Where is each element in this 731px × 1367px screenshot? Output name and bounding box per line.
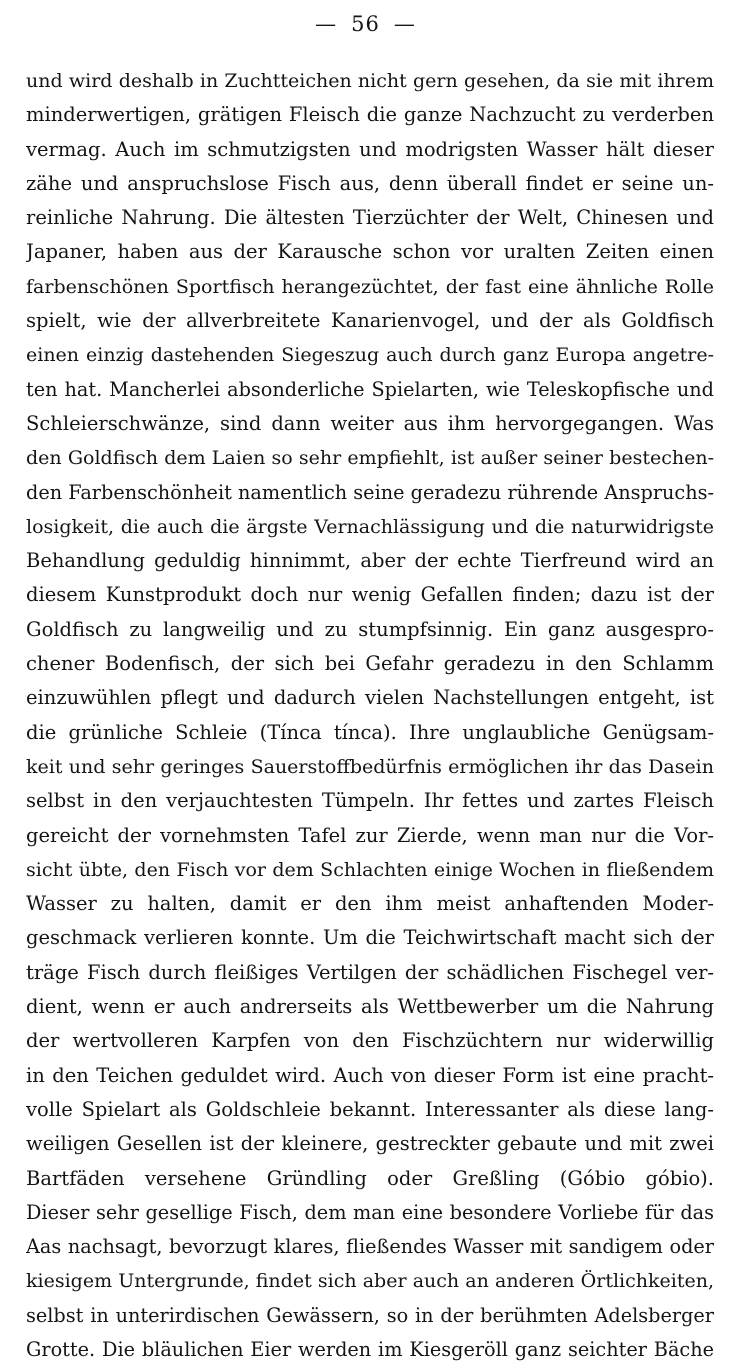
- text-line: Grotte. Die bläulichen Eier werden im Kiesgeröll ganz seichter Bäche: [26, 1337, 714, 1361]
- text-line: den Goldfisch dem Laien so sehr empfiehlt, ist außer seiner bestechen-: [26, 447, 714, 470]
- text-line: gereicht der vornehmsten Tafel zur Zierde, wenn man nur die Vor-: [26, 823, 714, 847]
- text-line: losigkeit, die auch die ärgste Vernachlässigung und die naturwidrigste: [26, 515, 714, 538]
- text-line: spielt, wie der allverbreitete Kanarienvogel, und der als Goldfisch: [26, 309, 714, 333]
- text-line: zähe und anspruchslose Fisch aus, denn überall findet er seine un-: [26, 171, 714, 195]
- text-line: Bartfäden versehene Gründling oder Greßling (Góbio góbio).: [26, 1166, 714, 1190]
- text-line: Goldfisch zu langweilig und zu stumpfsinnig. Ein ganz ausgespro-: [26, 617, 714, 641]
- text-line: der wertvolleren Karpfen von den Fischzüchtern nur widerwillig: [26, 1029, 714, 1053]
- text-line: einen einzig dastehenden Siegeszug auch durch ganz Europa angetre-: [26, 344, 714, 367]
- text-line: geschmack verlieren konnte. Um die Teichwirtschaft macht sich der: [26, 926, 714, 950]
- text-line: diesem Kunstprodukt doch nur wenig Gefallen finden; dazu ist der: [26, 583, 714, 607]
- text-line: vermag. Auch im schmutzigsten und modrigsten Wasser hält dieser: [26, 137, 714, 161]
- text-line: keit und sehr geringes Sauerstoffbedürfnis ermöglichen ihr das Dasein: [26, 755, 714, 778]
- text-line: volle Spielart als Goldschleie bekannt. Interessanter als diese lang-: [26, 1097, 714, 1121]
- text-line: chener Bodenfisch, der sich bei Gefahr geradezu in den Schlamm: [26, 652, 714, 676]
- text-line: ten hat. Mancherlei absonderliche Spielarten, wie Teleskopfische und: [26, 377, 714, 401]
- text-line: kiesigem Untergrunde, findet sich aber auch an anderen Örtlichkeiten,: [26, 1270, 714, 1293]
- page-number: [0, 12, 731, 36]
- text-line: und wird deshalb in Zuchtteichen nicht gern gesehen, da sie mit ihrem: [26, 70, 714, 92]
- text-line: Aas nachsagt, bevorzugt klares, fließendes Wasser mit sandigem oder: [26, 1235, 714, 1259]
- text-line: Dieser sehr gesellige Fisch, dem man eine besondere Vorliebe für das: [26, 1200, 714, 1224]
- text-line: selbst in den verjauchtesten Tümpeln. Ihr fettes und zartes Fleisch: [26, 789, 714, 813]
- text-line: selbst in unterirdischen Gewässern, so in der berühmten Adelsberger: [26, 1303, 714, 1327]
- text-line: dient, wenn er auch andrerseits als Wettbewerber um die Nahrung: [26, 995, 714, 1019]
- page-number-dash-right: —: [393, 12, 416, 36]
- text-line: minderwertigen, grätigen Fleisch die ganze Nachzucht zu verderben: [26, 103, 714, 127]
- text-line: Schleierschwänze, sind dann weiter aus ihm hervorgegangen. Was: [26, 411, 714, 435]
- text-line: Japaner, haben aus der Karausche schon vor uralten Zeiten einen: [26, 240, 714, 264]
- body-text: [26, 64, 714, 1367]
- text-line: Wasser zu halten, damit er den ihm meist anhaftenden Moder-: [26, 892, 714, 916]
- text-line: Behandlung geduldig hinnimmt, aber der echte Tierfreund wird an: [26, 549, 714, 573]
- text-line: die grünliche Schleie (Tínca tínca). Ihre unglaubliche Genügsam-: [26, 720, 714, 744]
- text-line: farbenschönen Sportfisch herangezüchtet, der fast eine ähnliche Rolle: [26, 275, 714, 298]
- text-line: den Farbenschönheit namentlich seine geradezu rührende Anspruchs-: [26, 480, 714, 504]
- text-line: einzuwühlen pflegt und dadurch vielen Nachstellungen entgeht, ist: [26, 686, 714, 710]
- text-line: in den Teichen geduldet wird. Auch von dieser Form ist eine pracht-: [26, 1063, 714, 1087]
- page-number-value: 56: [351, 12, 380, 36]
- text-line: sicht übte, den Fisch vor dem Schlachten einige Wochen in fließendem: [26, 858, 714, 881]
- text-line: reinliche Nahrung. Die ältesten Tierzüchter der Welt, Chinesen und: [26, 206, 714, 230]
- page-number-dash-left: —: [315, 12, 338, 36]
- text-line: weiligen Gesellen ist der kleinere, gestreckter gebaute und mit zwei: [26, 1132, 714, 1156]
- text-line: träge Fisch durch fleißiges Vertilgen der schädlichen Fischegel ver-: [26, 960, 714, 984]
